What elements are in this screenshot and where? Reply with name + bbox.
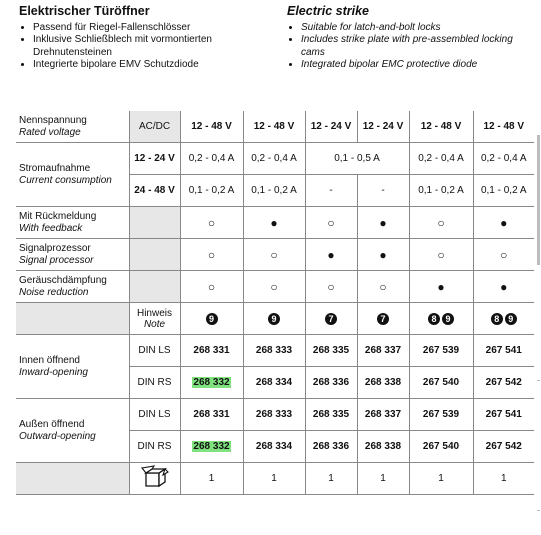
german-bullet: • Inklusive Schließblech mit vormontierten Drehnutensteinen — [33, 34, 259, 59]
table-cell: 12 - 48 V — [243, 111, 305, 143]
row-sublabel: DIN RS — [129, 431, 180, 463]
english-bullets — [287, 22, 522, 72]
note-number-icon: 9 — [505, 313, 517, 325]
table-cell: ○ — [243, 271, 305, 303]
table-cell: 12 - 48 V — [180, 111, 243, 143]
table-cell — [243, 303, 305, 335]
row-sublabel: Hinweis Note — [129, 303, 180, 335]
package-box-icon-svg — [140, 465, 170, 489]
table-cell — [409, 303, 473, 335]
table-row-noise — [16, 271, 534, 303]
table-cell — [357, 303, 409, 335]
table-cell: 0,2 - 0,4 A — [180, 143, 243, 175]
table-row-signal — [16, 239, 534, 271]
table-cell: ○ — [473, 239, 534, 271]
table-cell: ○ — [180, 207, 243, 239]
table-cell: 0,2 - 0,4 A — [243, 143, 305, 175]
table-cell: 12 - 48 V — [473, 111, 534, 143]
table-cell: ○ — [243, 239, 305, 271]
table-cell: ○ — [409, 207, 473, 239]
table-cell: - — [305, 175, 357, 207]
table-cell: 1 — [473, 463, 534, 495]
row-label: Signalprozessor Signal processor — [16, 239, 129, 271]
english-bullet: • Includes strike plate with pre-assembled locking cams — [301, 34, 522, 59]
table-cell: ○ — [357, 271, 409, 303]
table-cell: ○ — [180, 271, 243, 303]
table-cell: 268 331 — [180, 335, 243, 367]
table-cell: 0,2 - 0,4 A — [409, 143, 473, 175]
german-description — [19, 4, 259, 72]
table-cell: ● — [243, 207, 305, 239]
table-cell: 0,1 - 0,2 A — [409, 175, 473, 207]
table-cell: ○ — [305, 207, 357, 239]
table-cell: 268 337 — [357, 335, 409, 367]
table-cell: 0,1 - 0,2 A — [180, 175, 243, 207]
row-label: Mit Rückmeldung With feedback — [16, 207, 129, 239]
table-cell: 268 335 — [305, 399, 357, 431]
note-number-icon: 9 — [442, 313, 454, 325]
table-cell: 268 337 — [357, 399, 409, 431]
scroll-tick — [537, 380, 540, 381]
table-cell: 12 - 48 V — [409, 111, 473, 143]
table-row-inward-ls — [16, 335, 534, 367]
table-cell: 1 — [180, 463, 243, 495]
table-cell: 267 540 — [409, 431, 473, 463]
note-number-icon: 7 — [325, 313, 337, 325]
row-sublabel: AC/DC — [129, 111, 180, 143]
table-cell: ● — [473, 207, 534, 239]
table-cell — [180, 431, 243, 463]
highlighted-article-number: 268 332 — [193, 377, 230, 388]
table-row-package — [16, 463, 534, 495]
table-cell: 267 541 — [473, 399, 534, 431]
table-cell: ● — [409, 271, 473, 303]
table-cell: 1 — [243, 463, 305, 495]
table-cell: 268 338 — [357, 367, 409, 399]
table-row-note — [16, 303, 534, 335]
german-bullet: • Passend für Riegel-Fallenschlösser — [33, 22, 259, 34]
table-cell: ● — [473, 271, 534, 303]
table-cell: 268 334 — [243, 367, 305, 399]
table-row-current-1 — [16, 143, 534, 175]
table-cell: 268 335 — [305, 335, 357, 367]
vertical-scrollbar[interactable] — [537, 135, 540, 265]
note-number-icon: 9 — [268, 313, 280, 325]
row-sublabel — [129, 207, 180, 239]
row-sublabel — [129, 271, 180, 303]
english-bullet: • Integrated bipolar EMC protective diode — [301, 59, 522, 71]
table-cell: 0,1 - 0,2 A — [473, 175, 534, 207]
row-sublabel: DIN RS — [129, 367, 180, 399]
row-label — [16, 463, 129, 495]
table-row-feedback — [16, 207, 534, 239]
table-cell: 1 — [409, 463, 473, 495]
row-sublabel: 24 - 48 V — [129, 175, 180, 207]
table-cell: 268 336 — [305, 367, 357, 399]
english-title: Electric strike — [287, 4, 369, 18]
row-label: Stromaufnahme Current consumption — [16, 143, 129, 207]
table-cell: 268 334 — [243, 431, 305, 463]
table-cell — [305, 303, 357, 335]
note-number-icon: 8 — [428, 313, 440, 325]
package-box-icon — [129, 463, 180, 495]
table-cell: ○ — [409, 239, 473, 271]
table-row-outward-ls — [16, 399, 534, 431]
table-cell: 0,1 - 0,2 A — [243, 175, 305, 207]
german-bullet: • Integrierte bipolare EMV Schutzdiode — [33, 59, 259, 71]
row-label: Innen öffnend Inward-opening — [16, 335, 129, 399]
table-cell: 267 539 — [409, 399, 473, 431]
row-sublabel: DIN LS — [129, 335, 180, 367]
row-label: Nennspannung Rated voltage — [16, 111, 129, 143]
german-bullets — [19, 22, 259, 72]
english-description — [287, 4, 522, 72]
english-bullet: • Suitable for latch-and-bolt locks — [301, 22, 522, 34]
table-cell: 268 336 — [305, 431, 357, 463]
row-label: Geräuschdämpfung Noise reduction — [16, 271, 129, 303]
table-cell: 268 331 — [180, 399, 243, 431]
table-cell: 12 - 24 V — [305, 111, 357, 143]
note-number-icon: 9 — [206, 313, 218, 325]
table-cell: - — [357, 175, 409, 207]
table-cell: 267 540 — [409, 367, 473, 399]
german-title: Elektrischer Türöffner — [19, 4, 150, 18]
table-cell — [180, 303, 243, 335]
row-sublabel: 12 - 24 V — [129, 143, 180, 175]
table-cell: 268 333 — [243, 399, 305, 431]
table-cell: ○ — [305, 271, 357, 303]
table-cell — [473, 303, 534, 335]
table-row-rated-voltage — [16, 111, 534, 143]
table-cell — [180, 367, 243, 399]
table-cell: 0,1 - 0,5 A — [305, 143, 409, 175]
table-cell: 267 541 — [473, 335, 534, 367]
note-number-icon: 8 — [491, 313, 503, 325]
table-cell: 12 - 24 V — [357, 111, 409, 143]
row-sublabel: DIN LS — [129, 399, 180, 431]
highlighted-article-number: 268 332 — [193, 441, 230, 452]
table-cell: 1 — [305, 463, 357, 495]
scroll-tick — [537, 510, 540, 511]
table-cell: 268 338 — [357, 431, 409, 463]
row-sublabel — [129, 239, 180, 271]
table-cell: 1 — [357, 463, 409, 495]
table-cell: ○ — [180, 239, 243, 271]
row-label: Außen öffnend Outward-opening — [16, 399, 129, 463]
row-label — [16, 303, 129, 335]
table-cell: 267 542 — [473, 431, 534, 463]
table-cell: 268 333 — [243, 335, 305, 367]
table-cell: 267 542 — [473, 367, 534, 399]
table-cell: 267 539 — [409, 335, 473, 367]
specification-table — [16, 111, 534, 495]
table-cell: 0,2 - 0,4 A — [473, 143, 534, 175]
note-number-icon: 7 — [377, 313, 389, 325]
table-cell: ● — [357, 239, 409, 271]
table-cell: ● — [357, 207, 409, 239]
table-cell: ● — [305, 239, 357, 271]
